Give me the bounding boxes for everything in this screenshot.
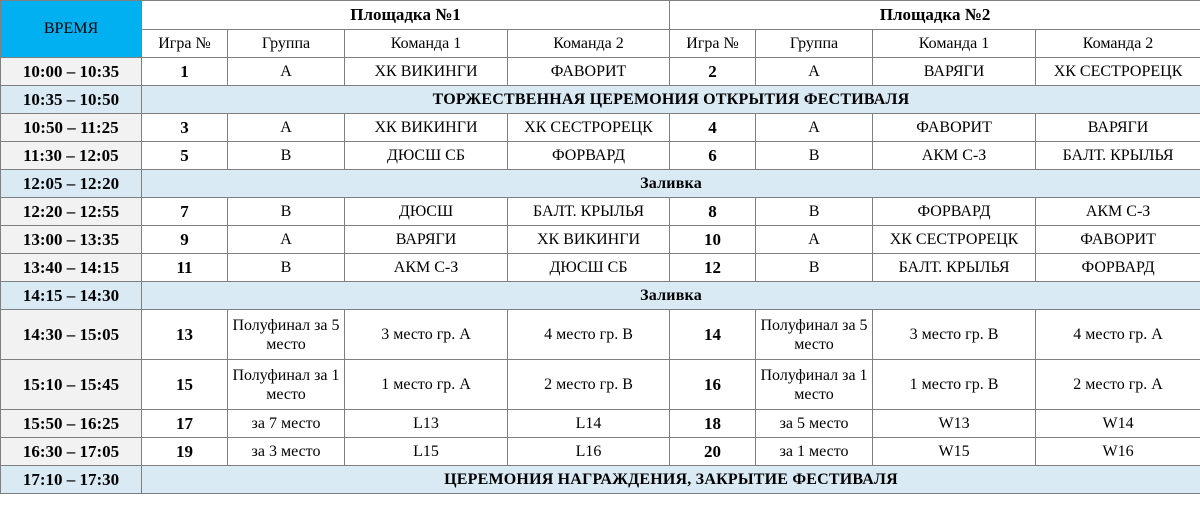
game-number: 13 xyxy=(142,310,228,360)
table-row xyxy=(1,142,1200,170)
col-group-1: Группа xyxy=(228,30,345,58)
group-cell: А xyxy=(228,226,345,254)
col-game-no-1: Игра № xyxy=(142,30,228,58)
game-number: 1 xyxy=(142,58,228,86)
group-cell: за 3 место xyxy=(228,438,345,466)
site-1-header: Площадка №1 xyxy=(142,1,670,30)
time-cell: 10:50 – 11:25 xyxy=(1,114,142,142)
game-number: 2 xyxy=(670,58,756,86)
event-cell: Заливка xyxy=(142,170,1200,198)
team2-cell: ФАВОРИТ xyxy=(1036,226,1200,254)
time-cell: 15:10 – 15:45 xyxy=(1,360,142,410)
game-number: 20 xyxy=(670,438,756,466)
game-number: 16 xyxy=(670,360,756,410)
group-cell: В xyxy=(756,142,873,170)
team2-cell: ФОРВАРД xyxy=(1036,254,1200,282)
time-cell: 10:35 – 10:50 xyxy=(1,86,142,114)
team1-cell: ФОРВАРД xyxy=(873,198,1036,226)
game-number: 9 xyxy=(142,226,228,254)
header-row-sites xyxy=(1,1,1200,30)
group-cell: А xyxy=(756,58,873,86)
team2-cell: L16 xyxy=(508,438,670,466)
team2-cell: ФОРВАРД xyxy=(508,142,670,170)
group-cell: В xyxy=(228,142,345,170)
time-cell: 13:40 – 14:15 xyxy=(1,254,142,282)
game-number: 18 xyxy=(670,410,756,438)
team2-cell: 2 место гр. А xyxy=(1036,360,1200,410)
table-row xyxy=(1,438,1200,466)
event-cell: ЦЕРЕМОНИЯ НАГРАЖДЕНИЯ, ЗАКРЫТИЕ ФЕСТИВАЛЯ xyxy=(142,466,1200,494)
team1-cell: ВАРЯГИ xyxy=(873,58,1036,86)
site-2-header: Площадка №2 xyxy=(670,1,1200,30)
team1-cell: АКМ С-З xyxy=(345,254,508,282)
table-row xyxy=(1,254,1200,282)
group-cell: за 7 место xyxy=(228,410,345,438)
team2-cell: ХК ВИКИНГИ xyxy=(508,226,670,254)
game-number: 11 xyxy=(142,254,228,282)
team1-cell: БАЛТ. КРЫЛЬЯ xyxy=(873,254,1036,282)
team2-cell: ФАВОРИТ xyxy=(508,58,670,86)
table-row xyxy=(1,114,1200,142)
col-group-2: Группа xyxy=(756,30,873,58)
table-row xyxy=(1,360,1200,410)
time-cell: 12:20 – 12:55 xyxy=(1,198,142,226)
team2-cell: 4 место гр. А xyxy=(1036,310,1200,360)
table-row xyxy=(1,226,1200,254)
group-cell: А xyxy=(756,114,873,142)
time-cell: 13:00 – 13:35 xyxy=(1,226,142,254)
group-cell: за 5 место xyxy=(756,410,873,438)
team2-cell: 2 место гр. В xyxy=(508,360,670,410)
time-cell: 17:10 – 17:30 xyxy=(1,466,142,494)
table-row xyxy=(1,410,1200,438)
group-cell: А xyxy=(228,58,345,86)
game-number: 5 xyxy=(142,142,228,170)
team1-cell: ВАРЯГИ xyxy=(345,226,508,254)
group-cell: Полуфинал за 5 место xyxy=(756,310,873,360)
game-number: 10 xyxy=(670,226,756,254)
team1-cell: ХК ВИКИНГИ xyxy=(345,58,508,86)
team1-cell: 3 место гр. В xyxy=(873,310,1036,360)
header-row-columns xyxy=(1,30,1200,58)
team2-cell: ХК СЕСТРОРЕЦК xyxy=(508,114,670,142)
team1-cell: L13 xyxy=(345,410,508,438)
team1-cell: ФАВОРИТ xyxy=(873,114,1036,142)
team2-cell: 4 место гр. В xyxy=(508,310,670,360)
group-cell: А xyxy=(756,226,873,254)
group-cell: Полуфинал за 1 место xyxy=(756,360,873,410)
team1-cell: АКМ С-З xyxy=(873,142,1036,170)
group-cell: Полуфинал за 1 место xyxy=(228,360,345,410)
time-cell: 14:30 – 15:05 xyxy=(1,310,142,360)
col-team1-1: Команда 1 xyxy=(345,30,508,58)
team1-cell: ХК СЕСТРОРЕЦК xyxy=(873,226,1036,254)
team1-cell: 1 место гр. А xyxy=(345,360,508,410)
team2-cell: ДЮСШ СБ xyxy=(508,254,670,282)
time-column-header: ВРЕМЯ xyxy=(1,1,142,58)
team2-cell: БАЛТ. КРЫЛЬЯ xyxy=(508,198,670,226)
team2-cell: L14 xyxy=(508,410,670,438)
team1-cell: ДЮСШ xyxy=(345,198,508,226)
team1-cell: ДЮСШ СБ xyxy=(345,142,508,170)
game-number: 3 xyxy=(142,114,228,142)
table-row xyxy=(1,310,1200,360)
event-row xyxy=(1,170,1200,198)
team2-cell: БАЛТ. КРЫЛЬЯ xyxy=(1036,142,1200,170)
col-team2-2: Команда 2 xyxy=(1036,30,1200,58)
game-number: 8 xyxy=(670,198,756,226)
time-cell: 12:05 – 12:20 xyxy=(1,170,142,198)
table-row xyxy=(1,58,1200,86)
time-cell: 11:30 – 12:05 xyxy=(1,142,142,170)
group-cell: В xyxy=(756,198,873,226)
team1-cell: 1 место гр. В xyxy=(873,360,1036,410)
game-number: 6 xyxy=(670,142,756,170)
game-number: 15 xyxy=(142,360,228,410)
group-cell: Полуфинал за 5 место xyxy=(228,310,345,360)
group-cell: В xyxy=(228,254,345,282)
time-cell: 14:15 – 14:30 xyxy=(1,282,142,310)
game-number: 12 xyxy=(670,254,756,282)
team1-cell: ХК ВИКИНГИ xyxy=(345,114,508,142)
group-cell: В xyxy=(756,254,873,282)
group-cell: А xyxy=(228,114,345,142)
time-cell: 16:30 – 17:05 xyxy=(1,438,142,466)
game-number: 19 xyxy=(142,438,228,466)
event-row xyxy=(1,86,1200,114)
table-row xyxy=(1,198,1200,226)
col-team1-2: Команда 1 xyxy=(873,30,1036,58)
col-team2-1: Команда 2 xyxy=(508,30,670,58)
group-cell: В xyxy=(228,198,345,226)
team1-cell: 3 место гр. А xyxy=(345,310,508,360)
team2-cell: W16 xyxy=(1036,438,1200,466)
time-cell: 10:00 – 10:35 xyxy=(1,58,142,86)
time-cell: 15:50 – 16:25 xyxy=(1,410,142,438)
group-cell: за 1 место xyxy=(756,438,873,466)
event-row xyxy=(1,466,1200,494)
event-cell: ТОРЖЕСТВЕННАЯ ЦЕРЕМОНИЯ ОТКРЫТИЯ ФЕСТИВАЛЯ xyxy=(142,86,1200,114)
col-game-no-2: Игра № xyxy=(670,30,756,58)
event-cell: Заливка xyxy=(142,282,1200,310)
team2-cell: W14 xyxy=(1036,410,1200,438)
team2-cell: АКМ С-З xyxy=(1036,198,1200,226)
game-number: 14 xyxy=(670,310,756,360)
game-number: 4 xyxy=(670,114,756,142)
team1-cell: W15 xyxy=(873,438,1036,466)
game-number: 7 xyxy=(142,198,228,226)
event-row xyxy=(1,282,1200,310)
game-number: 17 xyxy=(142,410,228,438)
team1-cell: L15 xyxy=(345,438,508,466)
team1-cell: W13 xyxy=(873,410,1036,438)
team2-cell: ВАРЯГИ xyxy=(1036,114,1200,142)
team2-cell: ХК СЕСТРОРЕЦК xyxy=(1036,58,1200,86)
